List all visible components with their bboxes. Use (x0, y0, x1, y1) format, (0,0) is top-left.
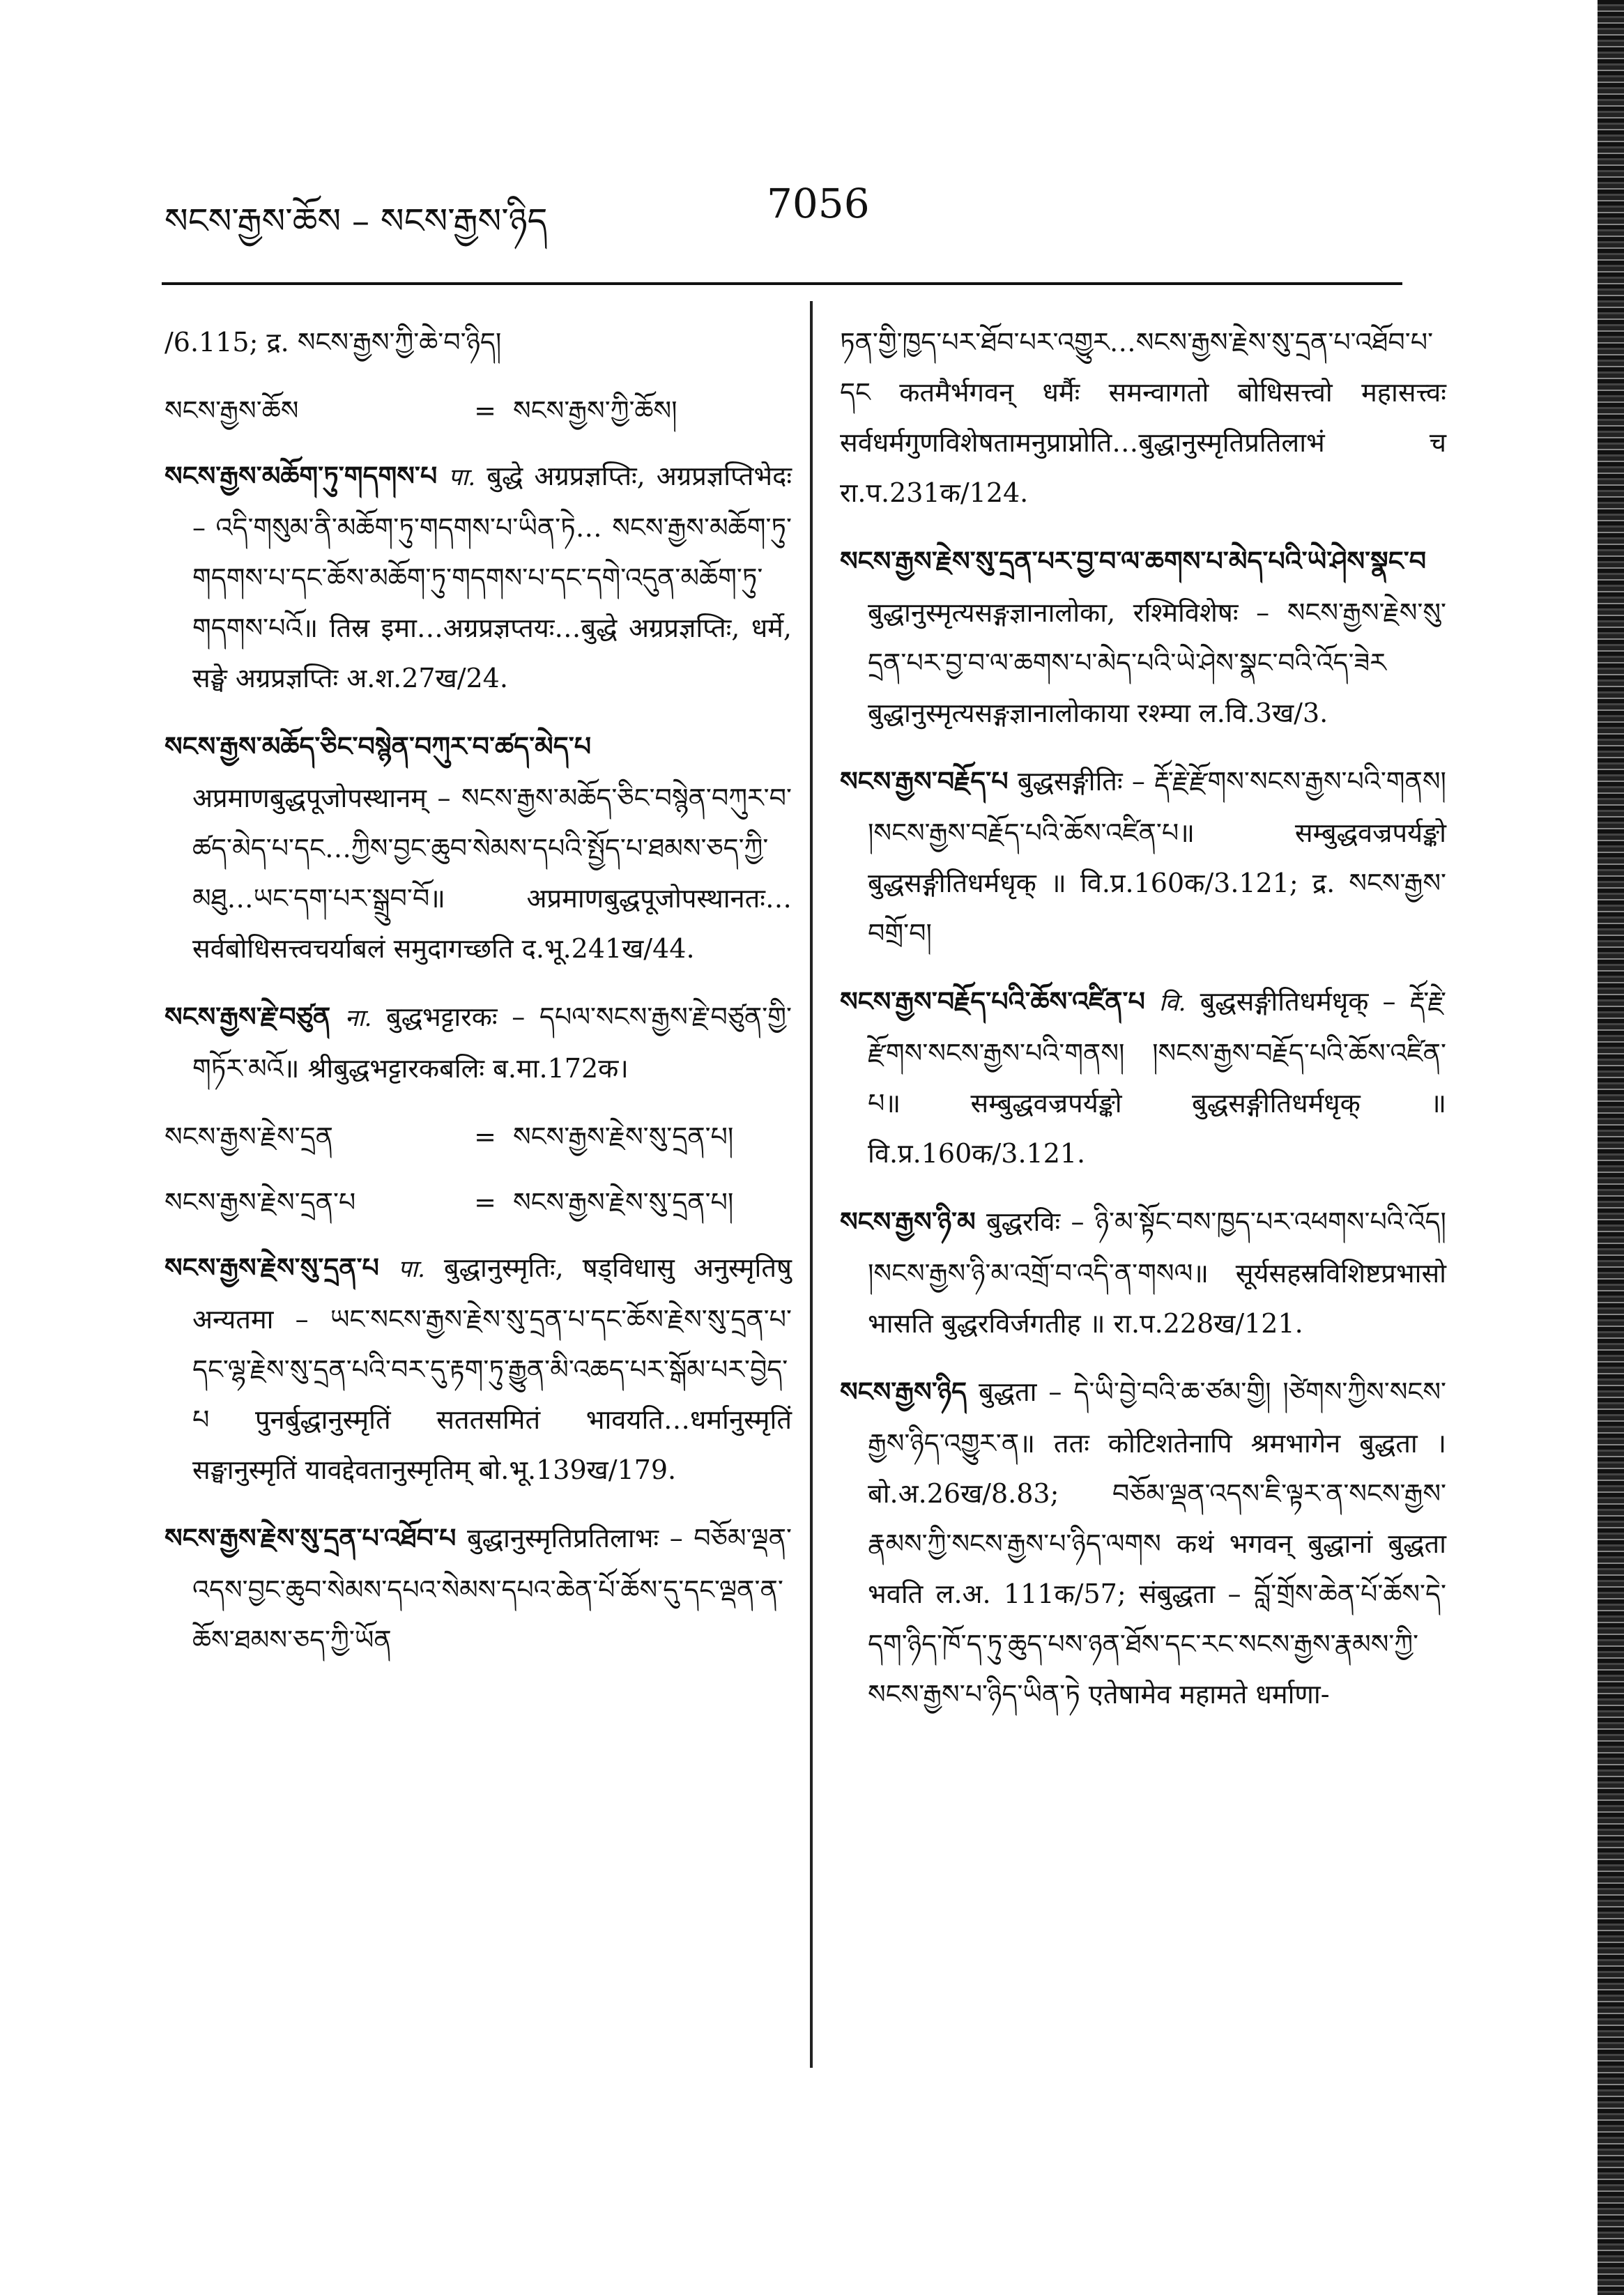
dictionary-entry (840, 536, 1446, 738)
entry-body: बुद्धानुस्मृतिप्रतिलाभः – བཅོམ་ལྡན་འདས་བྱང་ཆུབ་སེམས་དཔའ་སེམས་དཔའ་ཆེན་པོ་ཆོས་དུ་དང་ལྡན་ན་ཆོས་ཐམས་ཅད་ཀྱི་ཡོན (192, 1523, 792, 1655)
entry-headword: སངས་རྒྱས་མཆོག་ཏུ་གདགས་པ (164, 460, 438, 491)
right-column (840, 317, 1446, 1737)
entry-headword: སངས་རྒྱས་རྗེས་སུ་དྲན་པ་འཐོབ་པ (164, 1522, 457, 1553)
cross-ref-target: སངས་རྒྱས་རྗེས་སུ་དྲན་པ། (513, 1121, 734, 1152)
dictionary-entry (164, 1243, 792, 1495)
equals-sign: = (474, 395, 496, 426)
entry-body: बुद्धसङ्गीतिधर्मधृक् – རྡོ་རྗེ་རྫོགས་སངས་རྒྱས་པའི་གནས། །སངས་རྒྱས་བརྗོད་པའི་ཆོས་འཛིན་པ॥ सम्बुद्धवज्रपर्यङ्को बुद्धसङ्गीतिधर्मधृक् ॥ वि.प्र.160क/3.121. (868, 986, 1446, 1169)
header-divider (162, 282, 1402, 285)
entry-body: बुद्धानुस्मृतिः, षड्विधासु अनुस्मृतिषु अन्यतमा – ཡང་སངས་རྒྱས་རྗེས་སུ་དྲན་པ་དང་ཆོས་རྗེས་སུ་དྲན་པ་དང་ལྷ་རྗེས་སུ་དྲན་པའི་བར་དུ་རྟག་ཏུ་རྒྱུན་མི་འཆད་པར་སྒོམ་པར་བྱེད་པ पुनर्बुद्धानुस्मृतिं सततसमितं भावयति…धर्मानुस्मृतिं सङ्घानुस्मृतिं यावद्देवतानुस्मृतिम् बो.भू.139ख/179. (192, 1252, 792, 1485)
entry-headword: སངས་རྒྱས་རྗེས་སུ་དྲན་པར་བྱ་བ་ལ་ཆགས་པ་མེད་པའི་ཡེ་ཤེས་སྣང་བ (840, 545, 1427, 576)
cross-reference (164, 1112, 792, 1162)
page-number: 7056 (767, 180, 870, 227)
equals-sign: = (474, 1187, 496, 1218)
entry-body: बुद्धसङ्गीतिः – རྡོ་རྗེ་རྫོགས་སངས་རྒྱས་པའི་གནས། །སངས་རྒྱས་བརྗོད་པའི་ཆོས་འཛིན་པ॥ सम्बुद्धवज्रपर्यङ्को बुद्धसङ्गीतिधर्मधृक् ॥ वि.प्र.160क/3.121; द्र. སངས་རྒྱས་བགྲོ་བ། (868, 766, 1446, 949)
entry-body: बुद्धानुस्मृत्यसङ्गज्ञानालोका, रश्मिविशेषः – སངས་རྒྱས་རྗེས་སུ་དྲན་པར་བྱ་བ་ལ་ཆགས་པ་མེད་པའི་ཡེ་ཤེས་སྣང་བའི་འོད་ཟེར बुद्धानुस्मृत्यसङ्गज्ञानालोकाया रश्म्या ल.वि.3ख/3. (868, 597, 1446, 728)
entry-body: बुद्धरविः – ཉི་མ་སྟོང་བས་ཁྱད་པར་འཕགས་པའི་འོད། །སངས་རྒྱས་ཉི་མ་འགྲོ་བ་འདི་ན་གསལ॥ सूर्यसहस्रविशिष्टप्रभासो भासति बुद्धरविर्जगतीह ॥ रा.प.228ख/121. (868, 1206, 1446, 1339)
equals-sign: = (474, 1121, 496, 1152)
entry-body: बुद्धे अग्रप्रज्ञप्तिः, अग्रप्रज्ञप्तिभेदः – འདི་གསུམ་ནི་མཆོག་ཏུ་གདགས་པ་ཡིན་ཏེ… སངས་རྒྱས་མཆོག་ཏུ་གདགས་པ་དང་ཆོས་མཆོག་ཏུ་གདགས་པ་དང་དགེ་འདུན་མཆོག་ཏུ་གདགས་པའོ॥ तिस्र इमा…अग्रप्रज्ञप्तयः…बुद्धे अग्रप्रज्ञप्तिः, धर्मे, सङ्घे अग्रप्रज्ञप्तिः अ.श.27ख/24. (192, 461, 792, 693)
dictionary-entry (840, 1367, 1446, 1719)
dictionary-entry (164, 721, 792, 974)
entry-body: बुद्धभट्टारकः – དཔལ་སངས་རྒྱས་རྗེ་བཙུན་གྱི་གཏོར་མའོ॥ श्रीबुद्धभट्टारकबलिः ब.मा.172क। (192, 1001, 792, 1084)
entry-abbreviation: ना. (344, 1004, 372, 1032)
cross-reference (164, 1177, 792, 1227)
entry-body: बुद्धता – དེ་ཡི་བྱེ་བའི་ཆ་ཙམ་གྱི། །ཙེགས་ཀྱིས་སངས་རྒྱས་ཉིད་འགྱུར་ན॥ ततः कोटिशतेनापि श्रमभागेन बुद्धता । बो.अ.26ख/8.83; བཅོམ་ལྡན་འདས་ཇི་ལྟར་ན་སངས་རྒྱས་རྣམས་ཀྱི་སངས་རྒྱས་པ་ཉིད་ལགས कथं भगवन् बुद्धानां बुद्धता भवति ल.अ. 111क/57; संबुद्धता – བློ་གྲོས་ཆེན་པོ་ཆོས་དེ་དག་ཉིད་ཁོ་ད་ཏུ་ཆུད་པས་ཉན་ཐོས་དང་རང་སངས་རྒྱས་རྣམས་ཀྱི་སངས་རྒྱས་པ་ཉིད་ཡིན་ཏེ एतेषामेव महामते धर्माणा- (868, 1376, 1446, 1710)
scan-border (1598, 0, 1624, 2295)
entry-headword: སངས་རྒྱས་རྗེས་སུ་དྲན་པ (164, 1252, 379, 1283)
entry-headword: སངས་རྒྱས་རྗེ་བཙུན (164, 1001, 331, 1032)
dictionary-entry (164, 451, 792, 703)
column-divider (810, 301, 813, 2068)
cross-ref-term: སངས་རྒྱས་རྗེས་དྲན (164, 1121, 333, 1152)
entry-abbreviation: पा. (397, 1255, 425, 1283)
dictionary-entry (164, 1513, 792, 1665)
dictionary-entry (164, 992, 792, 1093)
entry-headword: སངས་རྒྱས་ཉི་མ (840, 1206, 976, 1237)
running-header: སངས་རྒྱས་ཆོས – སངས་རྒྱས་ཉིད (164, 201, 548, 241)
entry-continuation: ཏན་གྱི་ཁྱད་པར་ཐོབ་པར་འགྱུར…སངས་རྒྱས་རྗེས་སུ་དྲན་པ་འཐོབ་པ་དང कतमैर्भगवन् धर्मैः समन्वागतो बोधिसत्त्वो महासत्त्वः सर्वधर्मगुणविशेषतामनुप्राप्नोति…बुद्धानुस्मृतिप्रतिलाभं च रा.प.231क/124. (840, 327, 1446, 508)
dictionary-entry (840, 1197, 1446, 1349)
dictionary-entry (840, 756, 1446, 958)
cross-ref-term: སངས་རྒྱས་རྗེས་དྲན་པ (164, 1187, 356, 1218)
dictionary-entry (840, 976, 1446, 1179)
entry-headword: སངས་རྒྱས་མཆོད་ཅིང་བསྙེན་བཀུར་བ་ཚད་མེད་པ (164, 730, 592, 762)
entry-headword: སངས་རྒྱས་བརྗོད་པའི་ཆོས་འཛིན་པ (840, 985, 1145, 1017)
entry-headword: སངས་རྒྱས་བརྗོད་པ (840, 765, 1009, 797)
entry-abbreviation: पा. (448, 463, 476, 491)
cross-ref-target: སངས་རྒྱས་ཀྱི་ཆོས། (513, 395, 677, 426)
entry-continuation: /6.115; द्र. སངས་རྒྱས་ཀྱི་ཆེ་བ་ཉིད། (164, 327, 502, 358)
cross-ref-target: སངས་རྒྱས་རྗེས་སུ་དྲན་པ། (513, 1187, 734, 1218)
entry-body: अप्रमाणबुद्धपूजोपस्थानम् – སངས་རྒྱས་མཆོད་ཅིང་བསྙེན་བཀུར་བ་ཚད་མེད་པ་དང…ཀྱིས་བྱང་ཆུབ་སེམས་དཔའི་སྤྱོད་པ་ཐམས་ཅད་ཀྱི་མཐུ…ཡང་དག་པར་སྒྲུབ་བོ॥ अप्रमाणबुद्धपूजोपस्थानतः…सर्वबोधिसत्त्वचर्याबलं समुदागच्छति द.भू.241ख/44. (192, 783, 792, 964)
left-column (164, 317, 792, 1683)
entry-headword: སངས་རྒྱས་ཉིད (840, 1376, 967, 1407)
cross-reference (164, 385, 792, 436)
entry-abbreviation: वि. (1158, 989, 1186, 1017)
cross-ref-term: སངས་རྒྱས་ཆོས (164, 395, 299, 426)
